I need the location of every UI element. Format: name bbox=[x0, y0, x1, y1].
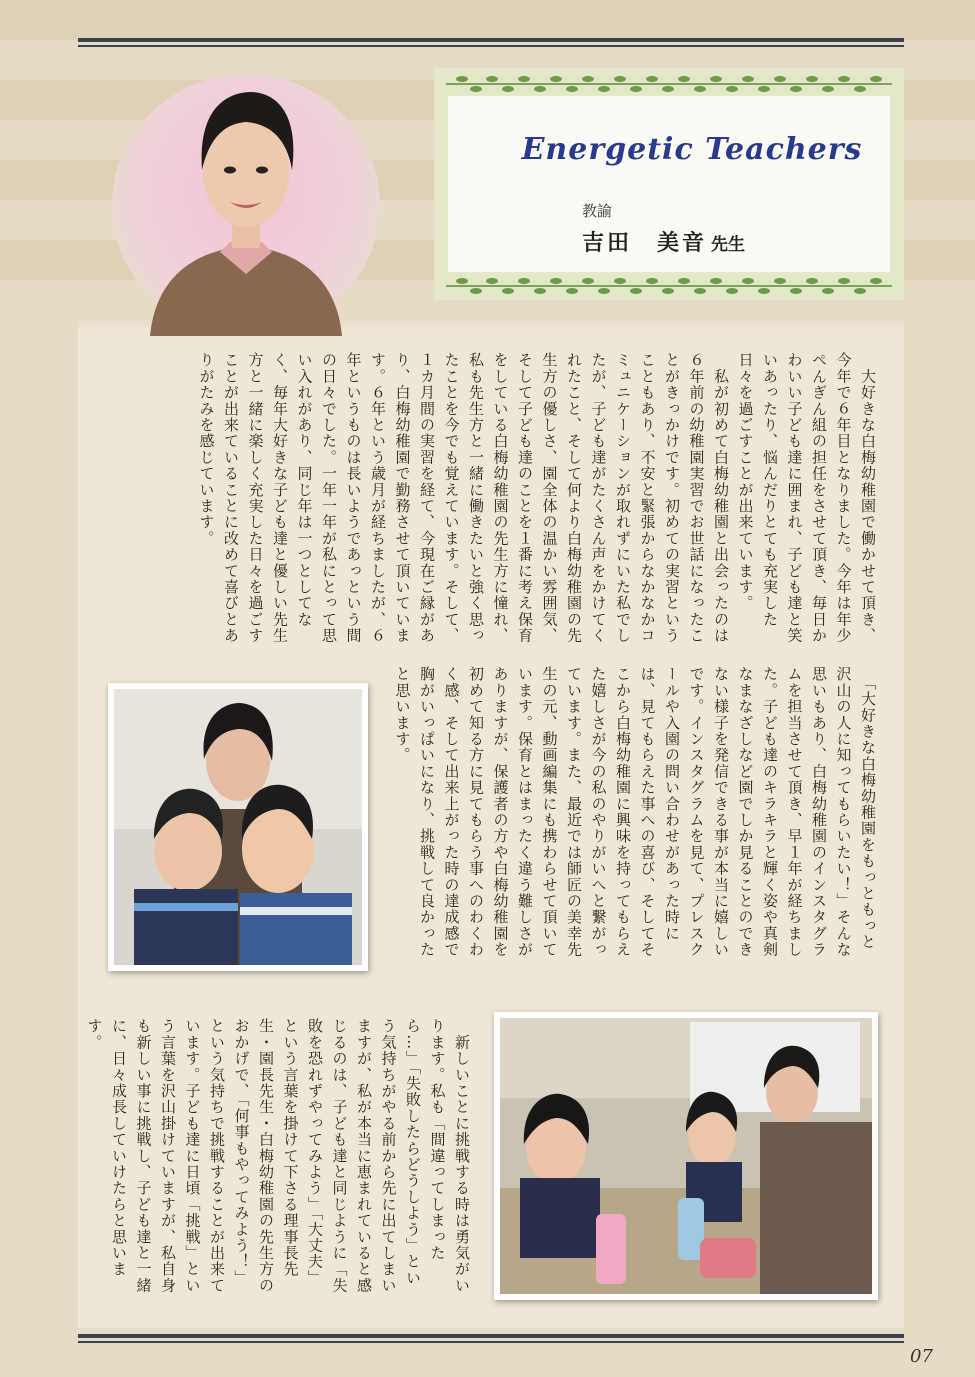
teacher-name-suffix: 先生 bbox=[711, 235, 746, 255]
article-text-block-1 bbox=[100, 352, 880, 648]
article-text-block-2 bbox=[380, 666, 880, 966]
teacher-name bbox=[582, 226, 745, 257]
article-paragraph-2: 私が初めて白梅幼稚園と出会ったのは６年前の幼稚園実習でお世話になったことがきっかけです。初めての実習ということもあり、不安と緊張からなかなかコミュニケーションが取れずにいた私でしたが、子ども達がたくさん声をかけてくれたこと、そして何より白梅幼稚園の先生方の優しさ、園全体の温かい雰囲気、そして子ども達のことを１番に考え保育をしている白梅幼稚園の先生方に憧れ、私も先生方と一緒に働きたいと強く思ったことを今でも覚えています。そして、１カ月間の実習を経て、今現在ご縁があり、白梅幼稚園で勤務させて頂いています。６年という歳月が経ちましたが、６年というものは長いようであっという間の日々でした。一年一年が私にとって思い入れがあり、同じ年は一つとしてなく、毎年大好きな子ども達と優しい先生方と一緒に楽しく充実した日々を過ごすことが出来ていることに改めて喜びとありがたみを感じています。 bbox=[197, 352, 730, 644]
article-paragraph-1: 大好きな白梅幼稚園で働かせて頂き、今年で６年目となりました。今年は年少ぺんぎん組の担任をさせて頂き、毎日かわいい子ども達に囲まれ、子ども達と笑いあったり、悩んだりとても充実した日々を過ごすことが出来ています。 bbox=[736, 352, 877, 644]
page-number: 07 bbox=[910, 1346, 933, 1367]
article-paragraph-3: 「大好きな白梅幼稚園をもっともっと沢山の人に知ってもらいたい！」そんな思いもあり、白梅幼稚園のインスタグラムを担当させて頂き、早１年が経ちました。子ども達のキラキラと輝く姿や真剣なまなざしなど園でしか見ることのできない様子を発信できる事が本当に嬉しいです。インスタグラムを見て、プレスクールや入園の問い合わせがあった時には、見てもらえた事への喜び、そしてそこから白梅幼稚園に興味を持ってもらえた嬉しさが今の私のやりがいへと繋がっています。また、最近では師匠の美幸先生の元、動画編集にも携わらせて頂いています。保育とはまったく違う難しさがありますが、保護者の方や白梅幼稚園を初めて知る方に見てもらう事へのわくわく感、そして出来上がった時の達成感で胸がいっぱいになり、挑戦して良かったと思います。 bbox=[393, 666, 877, 958]
article-text-block-3 bbox=[85, 1018, 474, 1298]
section-title: Energetic Teachers bbox=[521, 132, 863, 167]
photo-classroom-lunch bbox=[494, 1012, 878, 1300]
vine-decoration bbox=[442, 72, 896, 96]
article-paragraph-4: 新しいことに挑戦する時は勇気がいります。私も「間違ってしまったら…」「失敗したらどうしよう」という気持ちがやる前から先に出てしまいますが、私が本当に恵まれていると感じるのは、子ども達と同じように「失敗を恐れずやってみよう」「大丈夫」という言葉を掛けて下さる理事長先生・園長先生・白梅幼稚園の先生方のおかげで、「何事もやってみよう！」という気持ちで挑戦することが出来ています。子ども達に日頃「挑戦」という言葉を沢山掛けていますが、私自身も新しい事に挑戦し、子ども達と一緒に、日々成長していけたらと思います。 bbox=[85, 1018, 471, 1294]
vine-decoration bbox=[442, 274, 896, 298]
top-rule bbox=[78, 38, 904, 47]
title-box bbox=[434, 68, 904, 300]
teacher-portrait bbox=[112, 74, 380, 336]
bottom-rule bbox=[78, 1334, 904, 1343]
teacher-role: 教諭 bbox=[582, 202, 613, 220]
teacher-name-text: 吉田 美音 bbox=[582, 230, 708, 256]
photo-teacher-with-children bbox=[108, 683, 368, 971]
